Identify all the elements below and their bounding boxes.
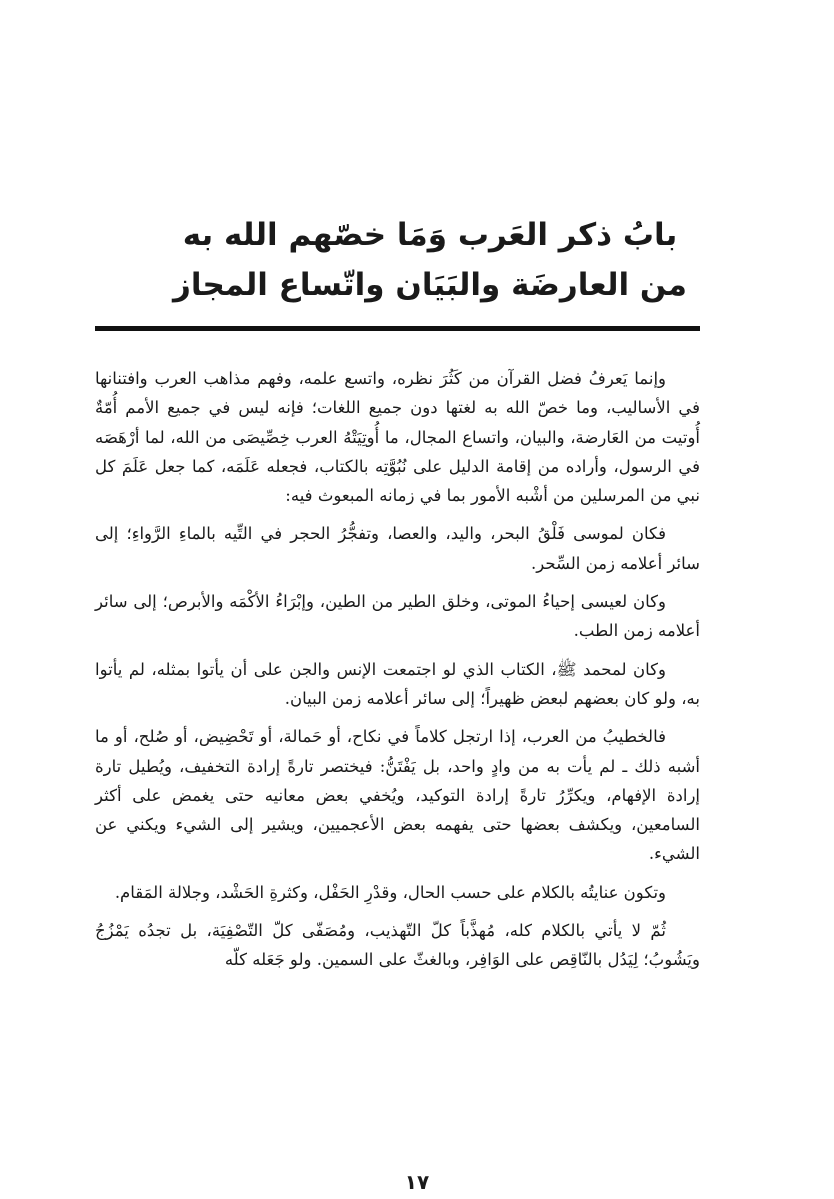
paragraph: ثُمّ لا يأتي بالكلام كله، مُهذَّباً كلّ التّهذيب، ومُصَفّى كلّ التّصْفِيَة، بل تجدُه يَمْزُجُ ويَشُوبُ؛ لِيَدُل بالنّاقِص على الوَافِر، وبالغثّ على السمين. ولو جَعَله كلّه	[95, 921, 700, 970]
paragraph: فالخطيبُ من العرب، إذا ارتجل كلاماً في نكاح، أو حَمالة، أو تَحْضِيض، أو صُلح، أو ما أشبه ذلك ـ لم يأت به من وادٍ واحد، بل يَفْتَنُّ: فيختصر تارةً إرادة التخفيف، ويُطيل تارة إرادة الإفهام، ويكرِّرُ تارةً إرادة التوكيد، ويُخفي بعض معانيه حتى يغمض على أكثر السامعين، ويكشف بعضها حتى يفهمه بعض الأعجميين، ويشير إلى الشيء ويكني عن الشيء.	[95, 727, 700, 864]
paragraph: وإنما يَعرفُ فضل القرآن من كَثُرَ نظره، واتسع علمه، وفهم مذاهب العرب وافتنانها في الأساليب، وما خصّ الله به لغتها دون جميع اللغات؛ فإنه ليس في جميع الأمم أُمّةٌ أُوتيت من العَارضة، والبيان، واتساع المجال، ما أُوتِيَتْهُ العرب خِصِّيصَى من الله، لما أرْهَصَه في الرسول، وأراده من إقامة الدليل على نُبُوَّتِه بالكتاب، فجعله عَلَمَه، كما جعل عَلَمَ كل نبي من المرسلين من أشْبه الأمور بما في زمانه المبعوث فيه:	[95, 369, 700, 506]
paragraph: وكان لمحمد ﷺ، الكتاب الذي لو اجتمعت الإنس والجن على أن يأتوا بمثله، لم يأتوا به، ولو كان بعضهم لبعض ظهيراً؛ إلى سائر أعلامه زمن البيان.	[95, 659, 700, 708]
heading-divider	[95, 326, 700, 331]
page-number: ١٧	[404, 1170, 430, 1194]
chapter-title-line-1: بابُ ذكر العَرب وَمَا خصّهم الله به	[182, 217, 678, 253]
chapter-title-line-2: من العارضَة والبَيَان واتّساع المجاز	[173, 267, 687, 303]
paragraph: فكان لموسى فَلْقُ البحر، واليد، والعصا، وتفجُّرُ الحجر في التِّيه بالماءِ الرَّواءِ؛ إلى سائر أعلامه زمن السِّحر.	[95, 524, 700, 573]
body-text	[95, 364, 700, 984]
paragraph: وكان لعيسى إحياءُ الموتى، وخلق الطير من الطين، وإبْرَاءُ الأكْمَه والأبرص؛ إلى سائر أعلامه زمن الطب.	[95, 592, 700, 641]
paragraph: وتكون عنايتُه بالكلام على حسب الحال، وقدْرِ الحَفْل، وكثرةِ الحَشْد، وجلالة المَقام.	[114, 882, 666, 902]
chapter-heading	[150, 210, 710, 310]
